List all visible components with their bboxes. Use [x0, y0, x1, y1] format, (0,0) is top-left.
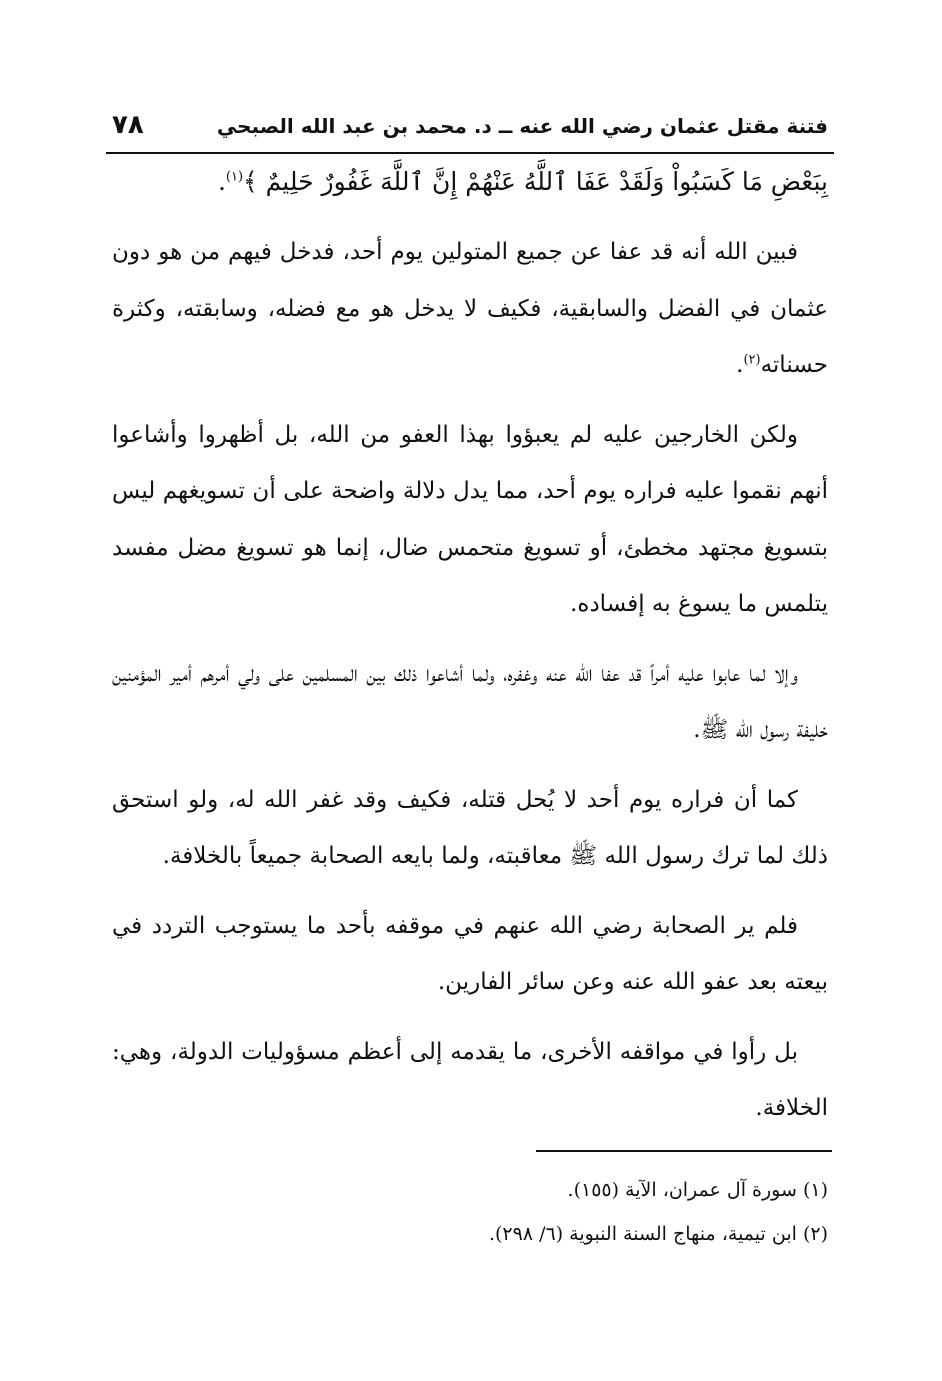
- footnote-item: [112, 1168, 828, 1212]
- footnote-separator: [536, 1150, 832, 1152]
- footnotes: [112, 1168, 828, 1256]
- header-title: فتنة مقتل عثمان رضي الله عنه ــ د. محمد بن عبد الله الصبحي: [216, 114, 828, 138]
- footnote-ref-1: (١): [225, 169, 244, 185]
- page-number: ٧٨: [112, 110, 144, 140]
- footnote-item: [112, 1212, 828, 1256]
- footnote-text: سورة آل عمران، الآية (١٥٥).: [567, 1179, 797, 1201]
- paragraph: [112, 407, 828, 633]
- running-header: [112, 110, 828, 150]
- paragraph: [112, 772, 828, 885]
- paragraph-text: فلم ير الصحابة رضي الله عنهم في موقفه بأحد ما يستوجب التردد في بيعته بعد عفو الله عنه وعن سائر الفارين.: [112, 912, 828, 995]
- paragraph: [112, 898, 828, 1011]
- paragraph: [112, 224, 828, 394]
- body-text: [112, 224, 828, 1150]
- paragraph: [112, 646, 828, 759]
- quran-verse: [112, 160, 828, 204]
- paragraph-end: .: [736, 352, 744, 378]
- paragraph-text: كما أن فراره يوم أحد لا يُحل قتله، فكيف وقد غفر الله له، ولو استحق ذلك لما ترك رسول الله ﷺ معاقبته، ولما بايعه الصحابة جميعاً بالخلافة.: [112, 786, 828, 869]
- footnote-text: ابن تيمية، منهاج السنة النبوية (٦/ ٢٩٨).: [488, 1223, 797, 1245]
- header-rule: [106, 152, 834, 154]
- paragraph-text: ولكن الخارجين عليه لم يعبؤوا بهذا العفو من الله، بل أظهروا وأشاعوا أنهم نقموا عليه فراره يوم أحد، مما يدل دلالة واضحة على أن تسويغهم ليس بتسويغ مجتهد مخطئ، أو تسويغ متحمس ضال، إنما هو تسويغ مضل مفسد يتلمس ما يسوغ به إفساده.: [112, 421, 828, 617]
- footnote-number: (١): [802, 1179, 828, 1201]
- paragraph-text: بل رأوا في مواقفه الأخرى، ما يقدمه إلى أعظم مسؤوليات الدولة، وهي: الخلافة.: [112, 1038, 828, 1121]
- footnote-ref-2: (٢): [743, 352, 761, 368]
- paragraph-text: وإلا لما عابوا عليه أمراً قد عفا الله عنه وغفره، ولما أشاعوا ذلك بين المسلمين على ولي أمرهم أمير المؤمنين خليفة رسول الله ﷺ.: [112, 660, 828, 743]
- paragraph-text: فبين الله أنه قد عفا عن جميع المتولين يوم أحد، فدخل فيهم من هو دون عثمان في الفضل والسابقية، فكيف لا يدخل هو مع فضله، وسابقته، وكثرة حسناته: [112, 239, 828, 378]
- paragraph: [112, 1024, 828, 1137]
- verse-end: .: [217, 167, 226, 196]
- verse-text: بِبَعْضِ مَا كَسَبُواْ وَلَقَدْ عَفَا ٱللَّهُ عَنْهُمْ إِنَّ ٱللَّهَ غَفُورٌ حَلِيمٌ ﴾: [243, 167, 828, 196]
- footnote-number: (٢): [802, 1223, 828, 1245]
